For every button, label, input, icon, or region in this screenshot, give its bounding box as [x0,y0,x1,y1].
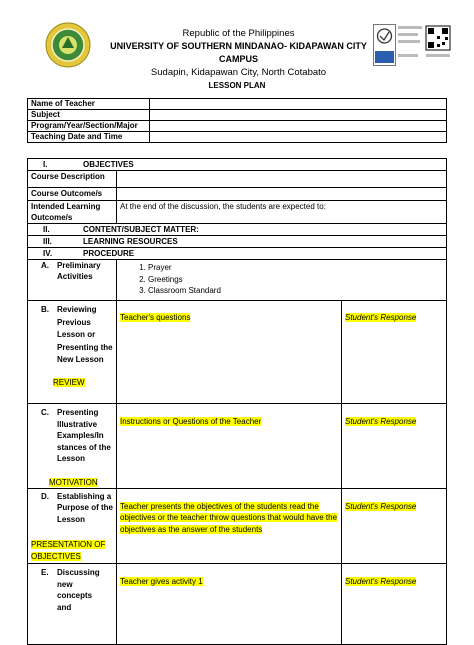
objectives-heading [28,159,447,171]
step-label: Reviewing Previous Lesson or Presenting the New Lesson [57,305,113,364]
step-label: Preliminary Activities [57,261,101,281]
section-number: III. [43,237,52,246]
teaching-date-value [150,132,447,143]
student-response-text: Student's Response [345,501,417,511]
section-label: LEARNING RESOURCES [83,237,178,246]
subject-value [150,110,447,121]
program-value [150,121,447,132]
step-letter: B. [41,305,49,314]
procedure-d-label [28,488,117,564]
procedure-b-label [28,301,117,404]
motivation-tag: MOTIVATION [49,477,98,487]
address-line: Sudapin, Kidapawan City, North Cotabato [150,67,327,78]
student-response-text: Student's Response [345,313,417,322]
table-row [28,121,447,132]
section-label: OBJECTIVES [83,160,134,169]
procedure-e-row [28,564,447,645]
resources-heading [28,236,447,248]
intended-learning-text: At the end of the discussion, the students are expected to: [117,201,447,224]
step-letter: A. [41,261,49,270]
teacher-text: Teacher gives activity 1 [120,577,203,586]
preliminary-activities-list [117,260,447,301]
review-tag: REVIEW [53,377,85,387]
section-number: I. [43,160,48,169]
subject-label: Subject [28,110,150,121]
procedure-heading [28,248,447,260]
course-outcome-label: Course Outcome/s [28,188,117,201]
section-number: IV. [43,249,53,258]
teacher-questions-cell [117,301,342,404]
procedure-e-label [28,564,117,645]
teacher-objectives-cell [117,488,342,564]
procedure-d-row [28,488,447,564]
procedure-a-row [28,260,447,301]
intended-learning-row [28,201,447,224]
student-response-cell [342,564,447,645]
procedure-b-row [28,301,447,404]
teacher-instructions-cell [117,404,342,489]
step-letter: C. [41,408,49,417]
letterhead [96,27,381,79]
section-number: II. [43,225,50,234]
course-description-value [117,171,447,188]
resources-row [28,236,447,248]
student-response-cell [342,301,447,404]
student-response-text: Student's Response [345,577,417,586]
presentation-of-objectives-tag: PRESENTATION OF OBJECTIVES [31,540,106,561]
course-outcome-row [28,188,447,201]
table-row [28,132,447,143]
procedure-c-row [28,404,447,489]
document-title: LESSON PLAN [208,81,266,90]
course-description-row [28,171,447,188]
lesson-plan-table [27,158,447,645]
step-label: Discussing new concepts and [57,568,100,612]
intended-learning-label: Intended Learning Outcome/s [28,201,117,224]
student-response-cell [342,404,447,489]
procedure-c-label [28,404,117,489]
name-of-teacher-label: Name of Teacher [28,99,150,110]
teacher-text: Teacher presents the objectives of the students read the objectives or the teacher throw questions that would have the objectives as the answer of the students [120,501,338,534]
name-of-teacher-value [150,99,447,110]
table-row [28,99,447,110]
teacher-text: Instructions or Questions of the Teacher [120,417,262,426]
table-row [28,110,447,121]
procedure-a-label [28,260,117,301]
step-letter: D. [41,491,49,501]
list-item: 3. Classroom Standard [148,285,443,297]
teacher-activity-cell [117,564,342,645]
program-label: Program/Year/Section/Major [28,121,150,132]
teacher-info-table [27,98,447,143]
course-description-label: Course Description [28,171,117,188]
step-label: Presenting Illustrative Examples/In stances of the Lesson [57,408,111,463]
objectives-row [28,159,447,171]
republic-line: Republic of the Philippines [182,28,295,39]
university-name: UNIVERSITY OF SOUTHERN MINDANAO- KIDAPAWAN CITY CAMPUS [110,41,367,64]
content-row [28,224,447,236]
section-label: PROCEDURE [83,249,135,258]
student-response-cell [342,488,447,564]
certification-badge-logo [373,24,451,66]
step-label: Establishing a Purpose of the Lesson [57,491,114,524]
procedure-row [28,248,447,260]
course-outcome-value [117,188,447,201]
teacher-text: Teacher's questions [120,313,191,322]
student-response-text: Student's Response [345,417,417,426]
list-item: 1. Prayer [148,262,443,274]
university-seal-logo [45,22,91,68]
teaching-date-label: Teaching Date and Time [28,132,150,143]
content-heading [28,224,447,236]
step-letter: E. [41,568,49,577]
list-item: 2. Greetings [148,274,443,286]
section-label: CONTENT/SUBJECT MATTER: [83,225,199,234]
